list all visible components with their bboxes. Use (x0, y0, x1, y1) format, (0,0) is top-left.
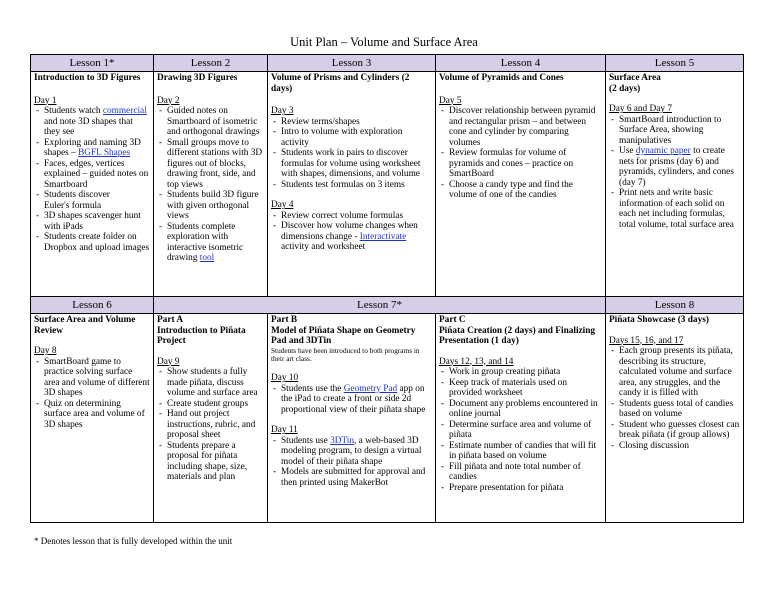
activity-list (34, 106, 150, 253)
day-label: Days 12, 13, and 14 (439, 356, 514, 367)
lesson-duration: (2 days) (609, 83, 641, 94)
day-label: Day 11 (271, 425, 298, 436)
activity-item: - Students watch commercial and note 3D shapes that they see (34, 106, 150, 138)
activity-item: - Determine surface area and volume of piñata (439, 420, 602, 441)
activity-item: - Hand out project instructions, rubric, and proposal sheet (157, 409, 264, 441)
lesson-title: Introduction to Piñata Project (157, 325, 246, 346)
day-label: Day 8 (34, 346, 57, 356)
activity-list (439, 106, 602, 201)
activity-item: - Print nets and write basic information of each solid on each net including formulas, total volume, total surface area (609, 188, 740, 230)
activity-item: - Students complete exploration with interactive isometric drawing tool (157, 222, 264, 264)
lesson-title: Volume of Pyramids and Cones (439, 73, 564, 83)
lesson-header-row-2 (31, 297, 744, 314)
activity-item: - Students discover Euler's formula (34, 190, 150, 211)
activity-item: - Students work in pairs to discover formulas for volume using worksheet with shapes, dimensions, and volume (271, 148, 432, 180)
dynamic-paper-link[interactable]: dynamic paper (635, 146, 691, 156)
part-label: Part C (439, 315, 466, 325)
lesson-7-part-a-cell (154, 314, 268, 523)
lesson-header: Lesson 2 (154, 55, 268, 72)
activity-item: - Discover relationship between pyramid and rectangular prism – and between cone and cylinder by comparing volumes (439, 106, 602, 148)
lesson-body-row-1 (31, 72, 744, 297)
footnote: * Denotes lesson that is fully developed within the unit (34, 536, 233, 546)
activity-list (271, 384, 432, 416)
day-label: Day 2 (157, 95, 180, 106)
isometric-tool-link[interactable]: tool (199, 253, 215, 263)
lesson-title: Surface Area (609, 73, 661, 83)
lesson-title: Volume of Prisms and Cylinders (2 days) (271, 73, 410, 94)
activity-item: - Students build 3D figure with given orthogonal views (157, 190, 264, 222)
lesson-header: Lesson 6 (31, 297, 154, 314)
activity-item: - Review correct volume formulas (271, 211, 432, 222)
activity-item: - Document any problems encountered in online journal (439, 399, 602, 420)
lesson-1-cell (31, 72, 154, 297)
lesson-title: Surface Area and Volume Review (34, 315, 136, 336)
activity-item: - Fill piñata and note total number of candies (439, 462, 602, 483)
activity-list (609, 115, 740, 231)
interactivate-link[interactable]: Interactivate (359, 231, 407, 242)
lesson-header: Lesson 3 (268, 55, 436, 72)
day-label: Days 15, 16, and 17 (609, 335, 684, 346)
activity-item: - Each group presents its piñata, describing its structure, calculated volume and surface area, any struggles, and the candy it is filled with (609, 346, 740, 399)
activity-list (34, 357, 150, 431)
day-label: Day 6 and Day 7 (609, 104, 672, 114)
part-label: Part B (271, 315, 298, 325)
activity-item: - Keep track of materials used on provided worksheet (439, 378, 602, 399)
lesson-title: Piñata Showcase (3 days) (609, 315, 709, 325)
lesson-title: Model of Piñata Shape on Geometry Pad and 3DTin (271, 325, 416, 346)
activity-item: - Intro to volume with exploration activity (271, 127, 432, 148)
lesson-3-cell (268, 72, 436, 297)
activity-item: - Review formulas for volume of pyramids and cones – practice on SmartBoard (439, 148, 602, 180)
lesson-header-row-1 (31, 55, 744, 72)
activity-item: - Faces, edges, vertices explained – guided notes on Smartboard (34, 159, 150, 191)
unit-plan-table (30, 54, 744, 523)
activity-item: - Small groups move to different stations with 3D figures out of blocks, drawing front, side, and top views (157, 138, 264, 191)
lesson-8-cell (606, 314, 744, 523)
lesson-5-cell (606, 72, 744, 297)
activity-item: - 3D shapes scavenger hunt with iPads (34, 211, 150, 232)
lesson-title: Piñata Creation (2 days) and Finalizing Presentation (1 day) (439, 325, 596, 346)
activity-item: - Exploring and naming 3D shapes – BGFL Shapes (34, 138, 150, 159)
day-label: Day 3 (271, 106, 294, 116)
3dtin-link[interactable]: 3DTin (330, 435, 355, 446)
activity-item: - Students prepare a proposal for piñata including shape, size, materials and plan (157, 441, 264, 483)
activity-item: - Students test formulas on 3 items (271, 180, 432, 191)
lesson-header: Lesson 4 (436, 55, 606, 72)
lesson-title: Drawing 3D Figures (157, 73, 238, 83)
activity-item: - Work in group creating piñata (439, 367, 602, 378)
activity-item: - Create student groups (157, 399, 264, 410)
lesson-6-cell (31, 314, 154, 523)
activity-item: - Students create folder on Dropbox and upload images (34, 232, 150, 253)
activity-list (271, 436, 432, 489)
lesson-header: Lesson 7* (154, 297, 606, 314)
lesson-header: Lesson 1* (31, 55, 154, 72)
lesson-4-cell (436, 72, 606, 297)
activity-item: - Students guess total of candies based on volume (609, 399, 740, 420)
part-label: Part A (157, 315, 184, 325)
bgfl-shapes-link[interactable]: BGFL Shapes (78, 148, 131, 158)
activity-item: - SmartBoard introduction to Surface Area, showing manipulatives (609, 115, 740, 147)
activity-item: - Estimate number of candies that will fit in piñata based on volume (439, 441, 602, 462)
activity-list (439, 367, 602, 493)
day-label: Day 10 (271, 373, 299, 384)
lesson-2-cell (154, 72, 268, 297)
activity-item: - Students use the Geometry Pad app on the iPad to create a front or side 2d proportional view of their piñata shape (271, 384, 432, 416)
geometry-pad-link[interactable]: Geometry Pad (343, 383, 398, 394)
page-title: Unit Plan – Volume and Surface Area (290, 35, 478, 49)
lesson-body-row-2 (31, 314, 744, 523)
activity-item: - Use dynamic paper to create nets for prisms (day 6) and pyramids, cylinders, and cones (day 7) (609, 146, 740, 188)
day-label: Day 5 (439, 95, 462, 106)
day-label: Day 4 (271, 200, 294, 210)
day-label: Day 1 (34, 95, 57, 106)
activity-list (271, 117, 432, 191)
activity-list (157, 106, 264, 264)
activity-item: - Closing discussion (609, 441, 740, 452)
activity-item: - Review terms/shapes (271, 117, 432, 128)
activity-list (609, 346, 740, 451)
lesson-header: Lesson 8 (606, 297, 744, 314)
activity-item: - Show students a fully made piñata, discuss volume and surface area (157, 367, 264, 399)
activity-item: - Student who guesses closest can break piñata (if group allows) (609, 420, 740, 441)
activity-item: - Students use 3DTin, a web-based 3D modeling program, to design a virtual model of their piñata shape (271, 436, 432, 468)
activity-item: - Guided notes on Smartboard of isometric and orthogonal drawings (157, 106, 264, 138)
activity-item: - Models are submitted for approval and then printed using MakerBot (271, 467, 432, 488)
activity-item: - Discover how volume changes when dimensions change - Interactivate activity and worksheet (271, 221, 432, 253)
lesson-7-part-b-cell (268, 314, 436, 523)
lesson-7-part-c-cell (436, 314, 606, 523)
activity-item: - SmartBoard game to practice solving surface area and volume of different 3D shapes (34, 357, 150, 399)
lesson-header: Lesson 5 (606, 55, 744, 72)
lesson-title: Introduction to 3D Figures (34, 73, 141, 83)
activity-item: - Prepare presentation for piñata (439, 483, 602, 494)
activity-list (157, 367, 264, 483)
activity-item: - Choose a candy type and find the volume of one of the candies (439, 180, 602, 201)
day-label: Day 9 (157, 356, 180, 367)
eulers-formula: Euler's formula (44, 200, 102, 211)
activity-list (271, 211, 432, 253)
activity-item: - Quiz on determining surface area and volume of 3D shapes (34, 399, 150, 431)
part-note: Students have been introduced to both programs in their art class. (271, 345, 420, 363)
commercial-link[interactable]: commercial (102, 106, 147, 116)
